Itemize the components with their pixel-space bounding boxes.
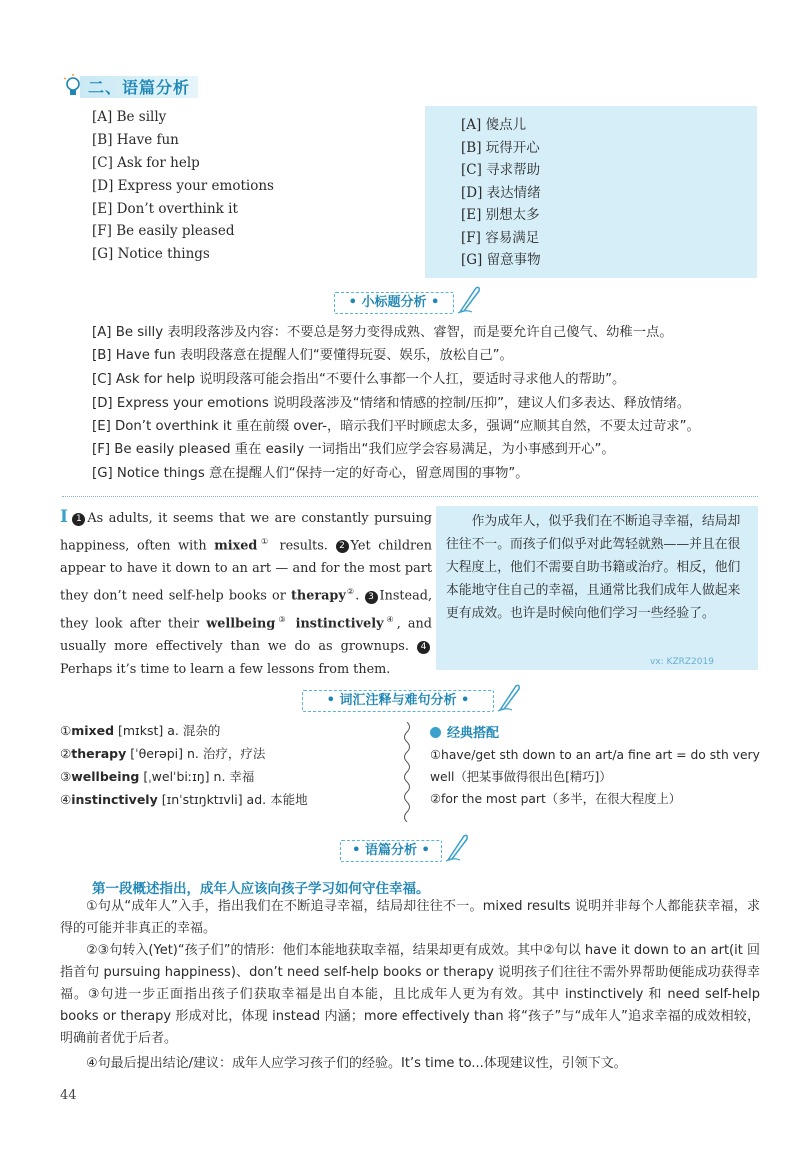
divider: [62, 496, 758, 497]
vocab-word: wellbeing: [206, 615, 276, 631]
quill-pen-icon: [456, 284, 482, 314]
bullet-icon: [430, 727, 441, 738]
sentence-text: Yet children appear to have it down to an art — and for the most part they don’t need self-help books or: [60, 538, 432, 604]
vocab-number: ①: [60, 723, 72, 738]
vocab-word: instinctively: [295, 615, 384, 631]
option-en: [F] Be easily pleased: [92, 223, 235, 239]
sentence-text: As adults, it seems that we are constantly pursuing happiness, often with: [60, 511, 432, 554]
subtitle-analysis-line: [A] Be silly 表明段落涉及内容：不要总是努力变得成熟、睿智，而是要允许自己傻气、幼稚一点。: [92, 325, 673, 340]
vocab-item: [60, 722, 220, 740]
note-marker: ③: [275, 614, 289, 624]
passage-analysis-pill: • 语篇分析 •: [340, 840, 442, 862]
quill-pen-icon: [444, 832, 470, 862]
option-cn: [F] 容易满足: [461, 230, 540, 246]
subtitle-analysis-line: [E] Don’t overthink it 重在前缀 over-，暗示我们平时顾虑太多，强调“应顺其自然，不要太过苛求”。: [92, 419, 700, 434]
vocab-word: therapy: [71, 746, 127, 761]
option-cn: [G] 留意事物: [461, 252, 541, 268]
vocab-definition: a. 混杂的: [167, 723, 221, 738]
subtitle-analysis-line: [C] Ask for help 说明段落可能会指出“不要什么事都一个人扛，要适时寻求他人的帮助”。: [92, 372, 626, 387]
vocab-word: wellbeing: [71, 769, 140, 784]
option-en: [E] Don’t overthink it: [92, 201, 238, 217]
wavy-divider: [400, 722, 414, 822]
option-en: [B] Have fun: [92, 132, 179, 148]
vocab-word: mixed: [214, 538, 258, 554]
subtitle-analysis-line: [G] Notice things 意在提醒人们“保持一定的好奇心，留意周围的事物”。: [92, 466, 529, 481]
passage-en: [60, 506, 432, 681]
sentence-text: Perhaps it’s time to learn a few lessons from them.: [60, 661, 391, 677]
sentence-number: 3: [365, 591, 378, 604]
note-marker: ④: [383, 614, 397, 624]
vocab-definition: ad. 本能地: [246, 792, 308, 807]
vocab-item: [60, 745, 265, 763]
sentence-text: results.: [271, 538, 328, 554]
analysis-paragraph: ①句从“成年人”入手，指出我们在不断追寻幸福，结局却往往不一。mixed results 说明并非每个人都能获幸福，求得的可能并非真正的幸福。: [60, 899, 760, 936]
vocab-word: instinctively: [71, 792, 158, 807]
sentence-text: Instead, they look after their: [60, 588, 433, 631]
vocab-phonetic: [ˈθerəpi]: [126, 746, 187, 761]
sentence-number: 2: [336, 540, 349, 553]
subtitle-analysis-line: [B] Have fun 表明段落意在提醒人们“要懂得玩耍、娱乐，放松自己”。: [92, 348, 513, 363]
section-title: 二、语篇分析: [88, 78, 191, 97]
vocab-number: ②: [60, 746, 72, 761]
vocab-word: mixed: [71, 723, 115, 738]
vocab-number: ④: [60, 792, 72, 807]
analysis-paragraph: ④句最后提出结论/建议：成年人应学习孩子们的经验。It’s time to...体现建议性，引领下文。: [86, 1056, 627, 1071]
quill-pen-icon: [496, 682, 522, 712]
option-en: [A] Be silly: [92, 109, 167, 125]
analysis-summary: 第一段概述指出，成年人应该向孩子学习如何守住幸福。: [92, 881, 430, 897]
option-cn: [D] 表达情绪: [461, 185, 541, 201]
collocation-item: ②for the most part（多半，在很大程度上）: [430, 792, 682, 806]
vocab-phonetic: [mɪkst]: [114, 723, 168, 738]
collocation-title-text: 经典搭配: [447, 726, 500, 741]
sentence-number: 1: [72, 513, 85, 526]
collocation-title: [430, 722, 499, 741]
option-en: [C] Ask for help: [92, 155, 200, 171]
option-en: [G] Notice things: [92, 246, 210, 262]
option-cn: [E] 别想太多: [461, 207, 540, 223]
paragraph-number: Ⅰ: [60, 507, 70, 527]
vocab-item: [60, 791, 308, 809]
vocab-phonetic: [ɪnˈstɪŋktɪvli]: [157, 792, 247, 807]
option-cn: [C] 寻求帮助: [461, 162, 541, 178]
page-number: 44: [60, 1088, 77, 1103]
passage-cn: 作为成年人，似乎我们在不断追寻幸福，结局却往往不一。而孩子们似乎对此驾轻就熟——并且在很大程度上，他们不需要自助书籍或治疗。相反，他们本能地守住自己的幸福，且通常比我们成年人做起来更有成效。也许是时候向他们学习一些经验了。: [446, 514, 741, 621]
option-cn: [B] 玩得开心: [461, 140, 540, 156]
option-en: [D] Express your emotions: [92, 178, 274, 194]
collocation-item: ①have/get sth down to an art/a fine art = do sth very well（把某事做得很出色[精巧]）: [430, 748, 760, 784]
note-marker: ①: [257, 537, 272, 546]
vocab-analysis-pill: • 词汇注释与难句分析 •: [302, 690, 494, 712]
vocab-definition: n. 幸福: [213, 769, 255, 784]
subtitle-analysis-line: [F] Be easily pleased 重在 easily 一词指出“我们应学会容易满足，为小事感到开心”。: [92, 442, 615, 457]
vocab-definition: n. 治疗，疗法: [187, 746, 266, 761]
sentence-text: .: [355, 588, 360, 604]
analysis-paragraph: ②③句转入(Yet)“孩子们”的情形：他们本能地获取幸福，结果却更有成效。其中②句以 have it down to an art(it 回指首句 pursuing happiness)、don’t need self-help books or therapy 说明孩子们往往不需外界帮助便能成功获得幸福。③句进一步正面指出孩子们获取幸福是出自本能，且比成年人更为有效。其中 instinctively 和 need self-help books or therapy 形成对比，体现 instead 内涵；more effectively than 将“孩子”与“成年人”追求幸福的成效相较，明确前者优于后者。: [60, 943, 760, 1046]
watermark: vx: KZRZ2019: [650, 657, 714, 667]
vocab-phonetic: [ˌwelˈbiːɪŋ]: [139, 769, 214, 784]
subtitle-analysis-line: [D] Express your emotions 说明段落涉及“情绪和情感的控制/压抑”，建议人们多表达、释放情绪。: [92, 396, 691, 411]
sentence-text: , and usually more effectively than we do as grownups.: [60, 615, 432, 654]
subtitle-analysis-pill: • 小标题分析 •: [334, 292, 454, 314]
note-marker: ②: [345, 587, 356, 597]
section-header: [62, 72, 202, 100]
vocab-word: therapy: [291, 588, 346, 604]
sentence-number: 4: [417, 641, 430, 654]
vocab-item: [60, 768, 254, 786]
vocab-number: ③: [60, 769, 72, 784]
option-cn: [A] 傻点儿: [461, 117, 527, 133]
